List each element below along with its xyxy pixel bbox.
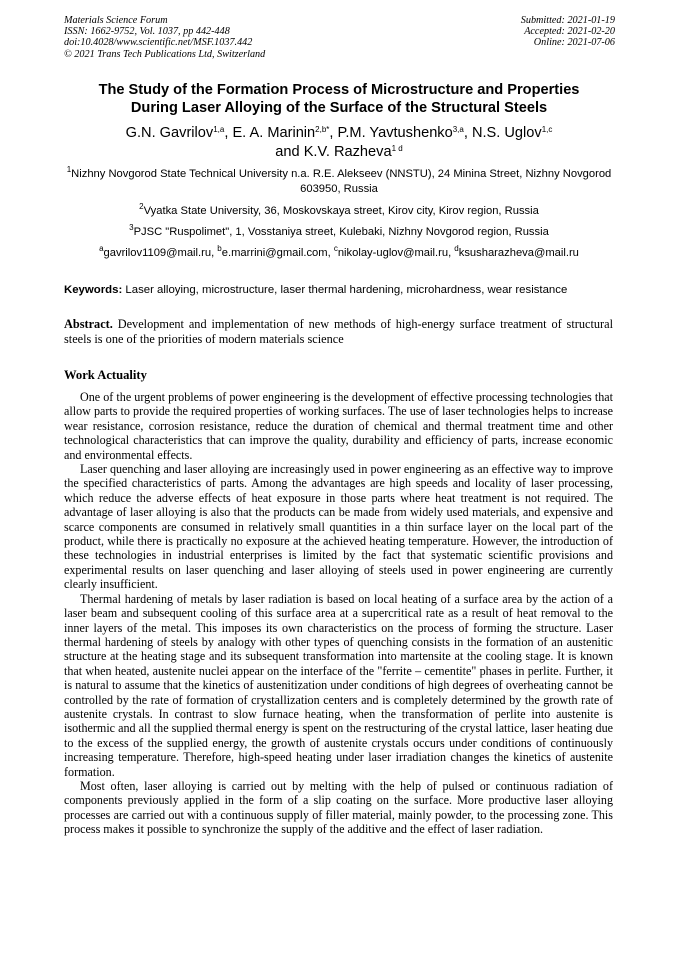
author-name: N.S. Uglov: [471, 125, 542, 141]
author-affiliation-mark: 1 d: [391, 144, 403, 153]
abstract-label: Abstract.: [64, 317, 113, 331]
accepted-date: Accepted: 2021-02-20: [524, 26, 615, 38]
body-paragraph: Thermal hardening of metals by laser radiation is based on local heating of a surface area by the action of a laser beam and subsequent cooling of this surface area at a supercritical rate as a result of heat removal to the inner layers of the metal. This imposes its own characteristics on the process of forming the structure. Laser thermal hardening of steels by analogy with other types of quenching consists in the formation of an austenitic structure at the heating stage and its subsequent transformation into martensite at the cooling stage. It is known that when heated, austenite nuclei appear on the interface of the "ferrite – cementite" phases in perlite. Further, it is natural to assume that the kinetics of austenitization under conditions of high degrees of overheating cannot be controlled by the rate of formation of crystallization centers and is completely determined by the growth rate of austenite crystals. In contrast to slow furnace heating, when the transformation of perlite into austenite is isothermic and all the supplied thermal energy is spent on the restructuring of the crystal lattice, laser heating due to the excess of the supplied energy, the growth of austenite crystals occurs under conditions of continuously increasing temperature. Therefore, high-speed heating under laser irradiation changes the kinetics of austenite formation.: [64, 591, 613, 779]
author-emails: $^a$gavrilov1109@mail.ru, $^b$e.marrini@gmail.com, $^c$nikolay-uglov@mail.ru, $^d$ksusharazheva@mail.ru: [99, 244, 579, 259]
author-name: G.N. Gavrilov: [125, 125, 214, 141]
journal-doi: doi:10.4028/www.scientific.net/MSF.1037.442: [64, 37, 253, 49]
keywords: [64, 283, 624, 297]
online-date: Online: 2021-07-06: [533, 37, 615, 49]
section-body: [64, 390, 613, 837]
body-paragraph: One of the urgent problems of power engineering is the development of effective processing technologies that allow parts to provide the required properties of working surfaces. The use of laser technologies helps to increase wear resistance, corrosion resistance, reduce the duration of chemical and thermal treatment time and other technological characteristics that can improve the quality, durability and efficiency of parts, increase economic and environmental effects.: [64, 390, 613, 462]
abstract-text: Development and implementation of new methods of high-energy surface treatment of structural steels is one of the priorities of modern materials science: [64, 317, 613, 346]
title-line-1: The Study of the Formation Process of Microstructure and Properties: [98, 82, 580, 98]
journal-info: [64, 15, 265, 60]
body-paragraph: Laser quenching and laser alloying are increasingly used in power engineering as an effective way to improve the specified characteristics of parts. Among the advantages are high speeds and locality of laser processing, which reduce the adverse effects of heat exposure in those parts where heat treatment is not required. The advantage of laser alloying is also that the products can be made from widely used materials, and expensive and scarce components are consumed in relatively small quantities in a thin surface layer on the local part of the product, while there is practically no exposure at the achieved heating temperature. However, the introduction of these technologies in industrial enterprises is limited by the fact that systematic scientific provisions and experimental results on laser quenching and laser alloying of steels used in power engineering are currently clearly insufficient.: [64, 462, 613, 592]
abstract: [64, 317, 613, 346]
journal-name: Materials Science Forum: [64, 15, 168, 26]
section-heading: Work Actuality: [64, 368, 147, 382]
submission-dates: [521, 15, 615, 49]
email-link[interactable]: nikolay-uglov@mail.ru: [337, 247, 449, 259]
affiliation-3: $^3$PJSC "Ruspolimet", 1, Vosstaniya street, Kulebaki, Nizhny Novgorod region, Russia: [129, 223, 549, 238]
author-affiliation-mark: 3,a: [452, 125, 464, 134]
author-list: G.N. Gavrilov$^{1,a}$, E. A. Marinin$^{2,b*}$, P.M. Yavtushenko$^{3,a}$, N.S. Uglov$^{1,c}$ and K.V. Razheva$^{1 d}$: [125, 125, 553, 160]
author-name: E. A. Marinin: [232, 125, 316, 141]
email-link[interactable]: ksusharazheva@mail.ru: [458, 247, 579, 259]
affiliation-1: $^1$Nizhny Novgorod State Technical University n.a. R.E. Alekseev (NNSTU), 24 Minina Street, Nizhny Novgorod 603950, Russia: [66, 165, 612, 195]
keywords-text: Laser alloying, microstructure, laser thermal hardening, microhardness, wear resistance: [122, 284, 568, 296]
keywords-label: Keywords:: [64, 284, 123, 296]
journal-issn: ISSN: 1662-9752, Vol. 1037, pp 442-448: [64, 26, 230, 38]
author-affiliation-mark: 1,a: [213, 125, 225, 134]
affiliation-2: $^2$Vyatka State University, 36, Moskovskaya street, Kirov city, Kirov region, Russia: [139, 202, 539, 217]
paper-title: [40, 81, 638, 117]
body-paragraph: Most often, laser alloying is carried out by melting with the help of pulsed or continuous radiation of components previously applied in the form of a slip coating on the surface. More productive laser alloying processes are carried out with a continuous supply of filler material, mainly powder, to the processing zone. This process makes it possible to synchronize the supply of the additive and the effect of laser radiation.: [64, 778, 613, 837]
author-affiliation-mark: 2,b*: [315, 125, 330, 134]
email-link[interactable]: gavrilov1109@mail.ru: [103, 247, 212, 259]
title-line-2: During Laser Alloying of the Surface of the Structural Steels: [130, 100, 548, 116]
author-name: K.V. Razheva: [303, 144, 392, 160]
email-link[interactable]: e.marrini@gmail.com: [221, 247, 328, 259]
author-name: P.M. Yavtushenko: [337, 125, 453, 141]
author-affiliation-mark: 1,c: [541, 125, 553, 134]
journal-copyright: © 2021 Trans Tech Publications Ltd, Switzerland: [64, 48, 266, 60]
submitted-date: Submitted: 2021-01-19: [520, 15, 615, 26]
